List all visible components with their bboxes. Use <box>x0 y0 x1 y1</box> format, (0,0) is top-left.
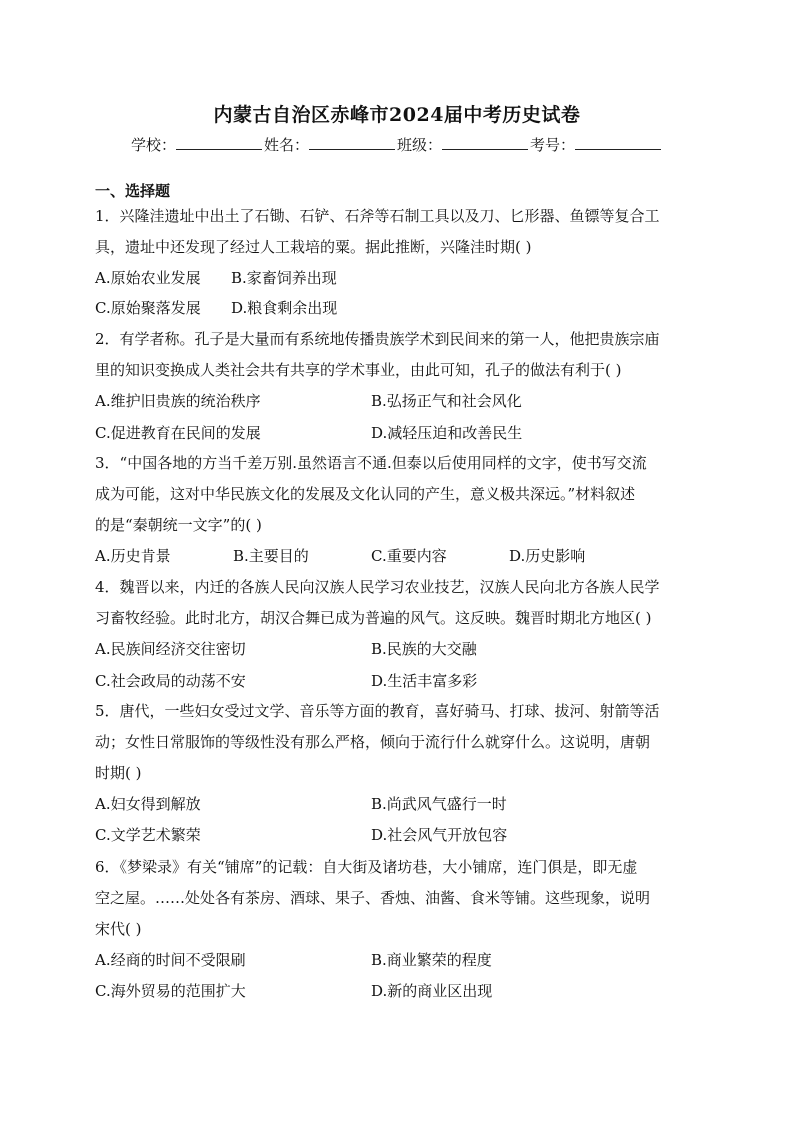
option-a[interactable]: A.妇女得到解放 <box>95 795 201 813</box>
options-row <box>95 386 701 417</box>
option-d[interactable]: D.新的商业区出现 <box>371 982 493 1000</box>
question-line: 成为可能，这对中华民族文化的发展及文化认同的产生，意义极共深远。”材料叙述 <box>95 485 636 503</box>
options-row <box>95 820 701 851</box>
question-5 <box>95 696 701 789</box>
option-c[interactable]: C.海外贸易的范围扩大 <box>95 982 246 1000</box>
question-line: 3．“中国各地的方当千差万别.虽然语言不通.但泰以后使用同样的文字，使书写交流 <box>95 454 647 472</box>
name-label: 姓名： <box>263 136 309 154</box>
option-c[interactable]: C.重要内容 <box>371 547 447 565</box>
question-line: 动；女性日常服饰的等级性没有那么严格，倾向于流行什么就穿什么。这说明，唐朝 <box>95 733 651 751</box>
option-c[interactable]: C.社会政局的动荡不安 <box>95 672 246 690</box>
option-b[interactable]: B.尚武风气盛行一时 <box>371 795 507 813</box>
option-b[interactable]: B.民族的大交融 <box>371 640 477 658</box>
options-row <box>95 634 701 665</box>
option-a[interactable]: A.维护旧贵族的统治秩序 <box>95 392 261 410</box>
question-line: 1．兴隆洼遗址中出土了石锄、石铲、石斧等石制工具以及刀、匕形器、鱼镖等复合工 <box>95 207 660 225</box>
option-c[interactable]: C.促进教育在民间的发展 <box>95 424 261 442</box>
question-1 <box>95 201 701 263</box>
question-line: 的是“秦朝统一文字”的( ) <box>95 516 262 534</box>
options-row <box>95 666 701 697</box>
section-title: 一、选择题 <box>95 182 171 200</box>
option-a[interactable]: A.民族间经济交往密切 <box>95 640 246 658</box>
option-a[interactable]: A.经商的时间不受限刷 <box>95 951 246 969</box>
options-row <box>95 293 701 324</box>
question-line: 里的知识变换成人类社会共有共享的学术事业，由此可知，孔子的做法有利于( ) <box>95 361 622 379</box>
question-line: 6．《梦梁录》有关“铺席”的记载：自大街及诸坊巷，大小铺席，连门俱是，即无虚 <box>95 858 638 876</box>
option-c[interactable]: C.原始聚落发展 <box>95 299 201 317</box>
options-row <box>95 976 701 1007</box>
question-4 <box>95 572 701 634</box>
options-row <box>95 263 701 294</box>
question-line: 4．魏晋以来，内迁的各族人民向汉族人民学习农业技艺，汉族人民向北方各族人民学 <box>95 578 660 596</box>
exam-title: 内蒙古自治区赤峰市2024届中考历史试卷 <box>213 104 581 126</box>
student-info-line <box>0 134 794 155</box>
name-blank[interactable] <box>309 135 395 150</box>
question-line: 5．唐代，一些妇女受过文学、音乐等方面的教育，喜好骑马、打球、拔河、射箭等活 <box>95 702 660 720</box>
option-c[interactable]: C.文学艺术繁荣 <box>95 826 201 844</box>
question-2 <box>95 324 701 386</box>
question-3 <box>95 448 701 541</box>
number-label: 考号： <box>530 136 576 154</box>
school-label: 学校： <box>130 136 176 154</box>
options-row <box>95 541 701 572</box>
option-d[interactable]: D.粮食剩余出现 <box>231 299 338 317</box>
options-row <box>95 945 701 976</box>
question-line: 时期( ) <box>95 764 142 782</box>
question-line: 习畜牧经验。此时北方，胡汉合舞已成为普遍的风气。这反映。魏晋时期北方地区( ) <box>95 609 652 627</box>
class-blank[interactable] <box>442 135 528 150</box>
option-d[interactable]: D.历史影响 <box>509 547 586 565</box>
question-line: 2．有学者称。孔子是大量而有系统地传播贵族学术到民间来的第一人，他把贵族宗庙 <box>95 330 660 348</box>
option-b[interactable]: B.商业繁荣的程度 <box>371 951 492 969</box>
question-6 <box>95 852 701 945</box>
option-d[interactable]: D.社会风气开放包容 <box>371 826 508 844</box>
school-blank[interactable] <box>176 135 262 150</box>
question-line: 具，遗址中还发现了经过人工栽培的粟。据此推断，兴隆洼时期( ) <box>95 238 532 256</box>
question-line: 宋代( ) <box>95 920 142 938</box>
option-a[interactable]: A.原始农业发展 <box>95 269 201 287</box>
class-label: 班级： <box>397 136 443 154</box>
option-d[interactable]: D.生活丰富多彩 <box>371 672 478 690</box>
option-a[interactable]: A.历史肯景 <box>95 547 171 565</box>
option-d[interactable]: D.减轻压迫和改善民生 <box>371 424 523 442</box>
question-line: 空之屋。……处处各有茶房、酒球、果子、香烛、油酱、食米等铺。这些现象，说明 <box>95 889 651 907</box>
option-b[interactable]: B.家畜饲养出现 <box>231 269 337 287</box>
option-b[interactable]: B.弘扬正气和社会风化 <box>371 392 522 410</box>
number-blank[interactable] <box>575 135 661 150</box>
option-b[interactable]: B.主要目的 <box>233 547 309 565</box>
options-row <box>95 418 701 449</box>
options-row <box>95 789 701 820</box>
